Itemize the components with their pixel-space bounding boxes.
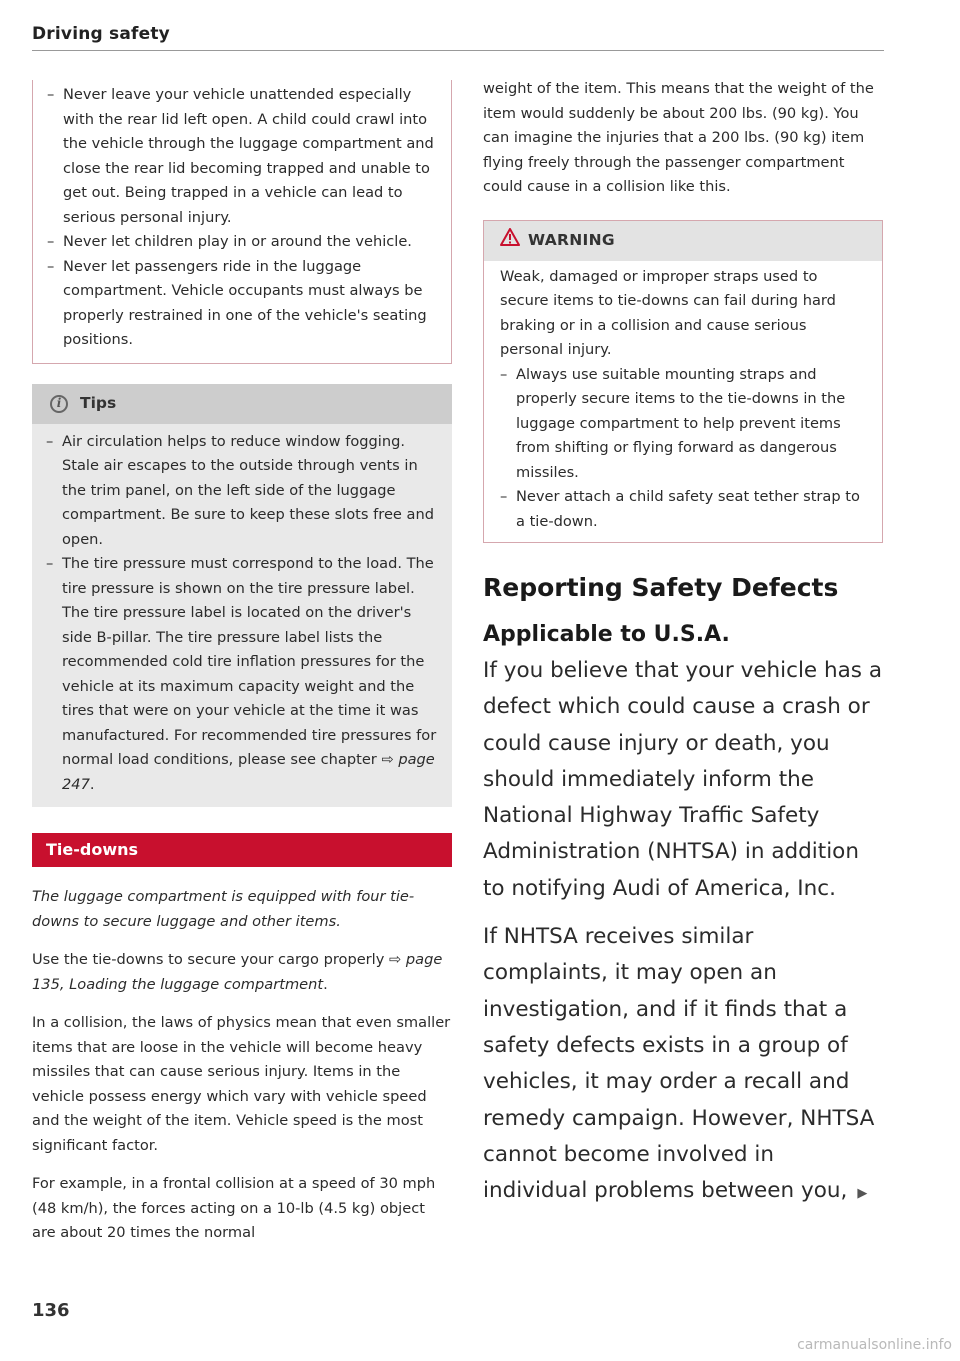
warning-header xyxy=(484,221,882,261)
sentence-end: . xyxy=(323,975,328,993)
paragraph-text: Use the tie-downs to secure your cargo properly xyxy=(32,951,385,968)
warning-continuation-list xyxy=(47,83,435,353)
body-paragraph: In a collision, the laws of physics mean that even smaller items that are loose in the vehicle will become heavy missiles that can cause serious injury. Items in the vehicle possess energy which vary with vehicle speed and the weight of the item. Vehicle speed is the most significant factor. xyxy=(32,1014,451,1154)
list-item xyxy=(46,552,438,797)
section-subtitle: Applicable to U.S.A. xyxy=(483,622,730,647)
section-heading-tie-downs: Tie-downs xyxy=(32,833,452,867)
tips-header xyxy=(32,384,452,424)
tips-list xyxy=(46,430,438,798)
info-icon: i xyxy=(50,395,68,413)
warning-title: WARNING xyxy=(528,231,615,250)
tips-box xyxy=(32,384,452,808)
list-item: – Never let children play in or around the vehicle. xyxy=(47,230,435,255)
page-reference-link[interactable]: ⇨ page 135, Loading the luggage compartment xyxy=(32,951,443,993)
warning-text: Weak, damaged or improper straps used to secure items to tie-downs can fail during hard braking or in a collision and cause serious personal injury. xyxy=(500,267,836,358)
large-paragraph: If you believe that your vehicle has a defect which could cause a crash or could cause injury or death, you should immediately inform the National Highway Traffic Safety Administration (NHTSA) in addition to notifying Audi of America, Inc. xyxy=(483,658,883,901)
list-item: – Never leave your vehicle unattended especially with the rear lid left open. A child could crawl into the vehicle through the luggage compartment and close the rear lid becoming trapped and unable to get out. Being trapped in a vehicle can lead to serious personal injury. xyxy=(47,83,435,230)
large-paragraph xyxy=(483,919,883,1212)
sentence-end: . xyxy=(89,775,95,793)
warning-body xyxy=(484,261,882,543)
watermark: carmanualsonline.info xyxy=(797,1337,952,1353)
tips-title: Tips xyxy=(80,394,117,413)
warning-list xyxy=(500,363,866,535)
running-header: Driving safety xyxy=(32,24,170,44)
tip-text: The tire pressure must correspond to the load. The tire pressure is shown on the tire pressure label. The tire pressure label is located on the driver's side B-pillar. The tire pressure label lists the recommended cold tire inflation pressures for the vehicle at its maximum capacity weight and the tires that were on your vehicle at the time it was manufactured. For recommended tire pressures for normal load conditions, please see chapter xyxy=(62,555,437,768)
warning-continuation-box xyxy=(32,80,452,364)
page-number: 136 xyxy=(32,1300,70,1321)
body-paragraph: weight of the item. This means that the weight of the item would suddenly be about 200 lbs. (90 kg). You can imagine the injuries that a 200 lbs. (90 kg) item flying freely through the passenger compartment could cause in a collision like this. xyxy=(483,80,874,195)
left-column xyxy=(32,80,452,1246)
list-item: – Always use suitable mounting straps and properly secure items to the tie-downs in the luggage compartment to help prevent items from shifting or flying forward as dangerous missiles. xyxy=(500,363,866,486)
body-paragraph: For example, in a frontal collision at a speed of 30 mph (48 km/h), the forces acting on a 10-lb (4.5 kg) object are about 20 times the normal xyxy=(32,1175,436,1241)
list-item: – Air circulation helps to reduce window fogging. Stale air escapes to the outside through vents in the trim panel, on the left side of the luggage compartment. Be sure to keep these slots free and open. xyxy=(46,430,438,553)
header-divider xyxy=(32,50,884,51)
paragraph-text: If NHTSA receives similar complaints, it may open an investigation, and if it finds that a safety defects exists in a group of vehicles, it may order a recall and remedy campaign. However, NHTSA cannot become involved in individual problems between you, xyxy=(483,924,875,1204)
page-reference-link[interactable]: ⇨ page 247 xyxy=(62,751,435,793)
tips-body xyxy=(32,424,452,808)
warning-triangle-icon xyxy=(500,228,520,254)
list-item: – Never attach a child safety seat tether strap to a tie-down. xyxy=(500,485,866,534)
continue-arrow-icon: ▶ xyxy=(857,1186,868,1202)
body-paragraph xyxy=(32,948,452,997)
large-text-block xyxy=(483,653,883,1212)
lead-paragraph: The luggage compartment is equipped with four tie-downs to secure luggage and other items. xyxy=(32,888,415,930)
section-title: Reporting Safety Defects xyxy=(483,573,839,602)
list-item: – Never let passengers ride in the luggage compartment. Vehicle occupants must always be properly restrained in one of the vehicle's seating positions. xyxy=(47,255,435,353)
right-column xyxy=(483,77,883,1212)
warning-box xyxy=(483,220,883,544)
